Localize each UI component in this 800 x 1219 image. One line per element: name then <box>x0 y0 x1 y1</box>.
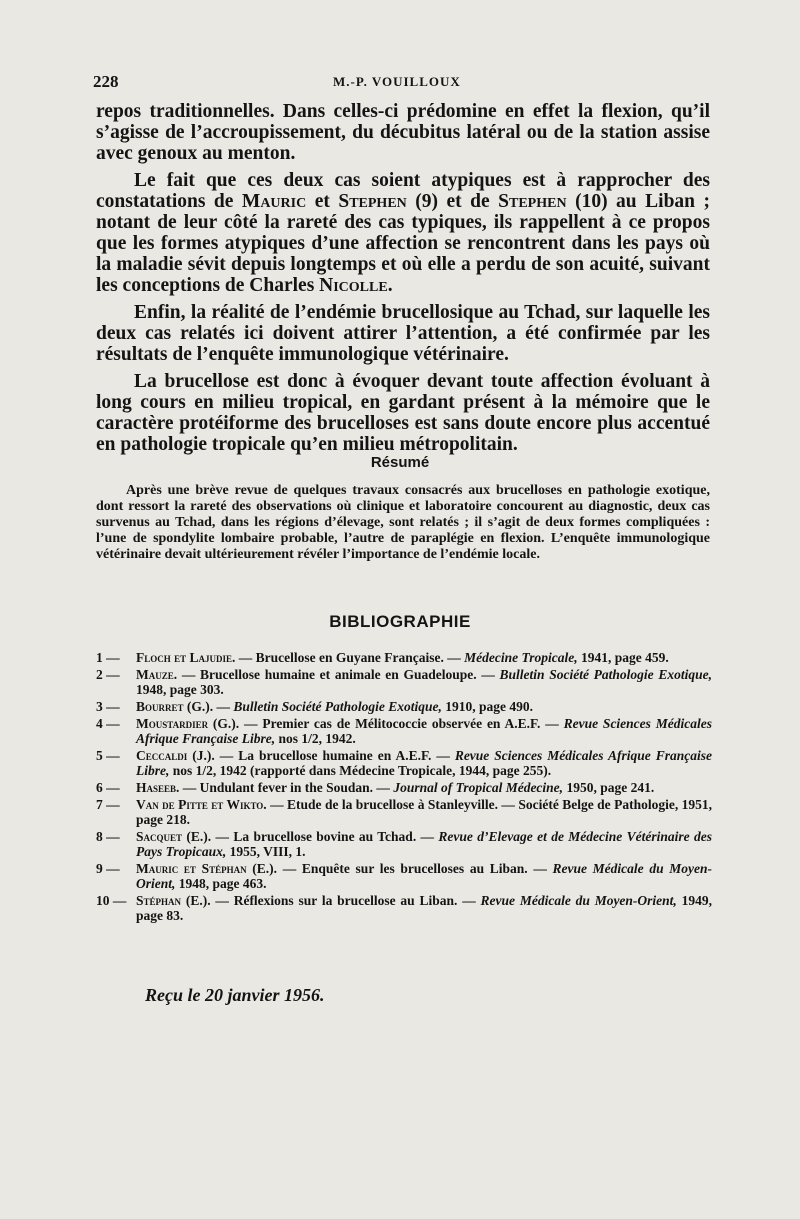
author-name: Stephen <box>338 191 407 212</box>
entry-journal: Médecine Tropicale, <box>464 650 578 665</box>
entry-number: 3 — <box>96 698 120 714</box>
page-number: 228 <box>93 72 119 91</box>
bibliography-entry <box>96 748 712 779</box>
bibliography-list <box>96 650 712 925</box>
body-paragraph: La brucellose est donc à évoquer devant toute affection évoluant à long cours en milieu tropical, en gardant présent à la mémoire que le caractère protéiforme des brucelloses est sans doute encore plus accentué en pathologie tropicale qu’en milieu métropolitain. <box>96 371 710 455</box>
entry-number: 2 — <box>96 666 120 682</box>
entry-details: 1948, page 303. <box>136 682 224 698</box>
entry-details: 1955, VIII, 1. <box>226 844 306 860</box>
entry-text: — <box>213 698 234 714</box>
bibliography-entry <box>96 861 712 892</box>
entry-author: Haseeb. <box>136 779 180 795</box>
entry-author: Van de Pitte et Wikto. <box>136 796 267 812</box>
entry-journal: Bulletin Société Pathologie Exotique, <box>233 698 442 714</box>
entry-number: 8 — <box>96 828 120 844</box>
entry-text: — Brucellose en Guyane Française. — <box>235 650 465 665</box>
resume-block <box>96 483 710 563</box>
entry-journal: Bulletin Société Pathologie Exotique, <box>499 666 713 682</box>
entry-text: — La brucellose humaine en A.E.F. — <box>214 747 455 763</box>
bibliography-entry <box>96 893 712 924</box>
bibliography-entry <box>96 667 712 698</box>
entry-details: 1949, page 83. <box>136 892 712 924</box>
entry-number: 7 — <box>96 796 120 812</box>
entry-details: 1948, page 463. <box>175 876 267 892</box>
entry-journal: Revue Médicale du Moyen-Orient, <box>136 860 712 892</box>
body-paragraph: Enfin, la réalité de l’endémie brucellosique au Tchad, sur laquelle les deux cas relatés ici doivent attirer l’attention, a été confirmée par les résultats de l’enquête immunologique vétérinaire. <box>96 302 710 365</box>
entry-author: Stéphan (E.). <box>136 892 211 908</box>
entry-journal: Revue d’Elevage et de Médecine Vétérinaire des Pays Tropicaux, <box>136 828 712 860</box>
bibliography-entry <box>96 797 712 828</box>
entry-author: Moustardier (G.). <box>136 715 240 731</box>
entry-details: nos 1/2, 1942 (rapporté dans Médecine Tropicale, 1944, page 255). <box>169 763 552 779</box>
resume-heading: Résumé <box>370 454 430 471</box>
entry-text: — Undulant fever in the Soudan. — <box>179 779 394 795</box>
entry-journal: Revue Médicale du Moyen-Orient, <box>480 892 677 908</box>
entry-text: — Premier cas de Mélitococcie observée en A.E.F. — <box>239 715 564 731</box>
body-paragraph: repos traditionnelles. Dans celles-ci prédomine en effet la flexion, qu’il s’agisse de l’accroupissement, du décubitus latéral ou de la station assise avec genoux au menton. <box>96 101 710 164</box>
entry-author: Bourret (G.). <box>136 698 214 714</box>
text-span: (10) au Liban ; notant de leur côté la rareté des cas typiques, ils rappellent à ce propos que les formes atypiques d’une affection se rencontrent dans les pays où la maladie sévit depuis longtemps et où elle a perdu de son acuité, suivant les conceptions de Charles <box>96 191 710 296</box>
page-header <box>93 72 713 94</box>
entry-author: Sacquet (E.). <box>136 828 212 844</box>
bibliography-entry <box>96 780 712 795</box>
entry-details: nos 1/2, 1942. <box>275 730 356 746</box>
entry-text: — Brucellose humaine et animale en Guadeloupe. — <box>177 666 500 682</box>
running-head: M.-P. VOUILLOUX <box>333 74 461 89</box>
entry-details: 1950, page 241. <box>563 779 655 795</box>
bibliography-entry <box>96 650 712 665</box>
entry-author: Ceccaldi (J.). <box>136 747 215 763</box>
author-name: Mauric <box>241 191 307 212</box>
resume-text: Après une brève revue de quelques travaux consacrés aux brucelloses en pathologie exotique, dont ressort la rareté des observations où clinique et laboratoire concourent au diagnostic, deux cas survenus au Tchad, dans les régions d’élevage, sont relatés ; il s’agit de deux formes compliquées : l’une de spondylite lombaire probable, l’autre de paraplégie en flexion. L’enquête immunologique vétérinaire devait ultérieurement révéler l’importance de l’endémie locale. <box>96 483 710 562</box>
text-span: (9) et de <box>406 191 499 212</box>
entry-number: 9 — <box>96 860 120 876</box>
bibliography-entry <box>96 716 712 747</box>
entry-text: — Réflexions sur la brucellose au Liban. — <box>210 892 481 908</box>
text-span: Le fait que ces deux cas soient atypiques est à rapprocher des constatations de <box>96 170 710 212</box>
entry-journal: Revue Sciences Médicales Afrique Française Libre, <box>136 747 712 779</box>
author-name: Nicolle <box>319 275 388 296</box>
entry-author: Mauric et Stéphan (E.). <box>136 860 278 876</box>
entry-text: — Etude de la brucellose à Stanleyville. — Société Belge de Pathologie, 1951, page 218. <box>136 796 712 827</box>
entry-details: 1910, page 490. <box>441 698 534 714</box>
entry-number: 5 — <box>96 747 120 763</box>
entry-number: 4 — <box>96 715 120 731</box>
entry-journal: Revue Sciences Médicales Afrique Française Libre, <box>136 715 712 746</box>
entry-text: — La brucellose bovine au Tchad. — <box>211 828 439 844</box>
bibliography-entry <box>96 699 712 714</box>
entry-journal: Journal of Tropical Médecine, <box>393 779 564 795</box>
bibliography-entry <box>96 829 712 860</box>
text-span: et <box>306 191 339 212</box>
entry-number: 1 — <box>96 650 120 665</box>
entry-author: Floch et Lajudie. <box>136 650 236 665</box>
article-body <box>96 101 710 461</box>
entry-text: — Enquête sur les brucelloses au Liban. — <box>277 860 553 876</box>
bibliography-heading: BIBLIOGRAPHIE <box>329 612 471 631</box>
entry-author: Mauze. <box>136 666 178 682</box>
author-name: Stephen <box>498 191 567 212</box>
received-date: Reçu le 20 janvier 1956. <box>145 985 325 1005</box>
entry-details: 1941, page 459. <box>577 650 669 665</box>
entry-number: 10 — <box>96 892 127 908</box>
entry-number: 6 — <box>96 779 120 795</box>
body-paragraph <box>96 170 710 296</box>
text-span: . <box>387 275 393 296</box>
